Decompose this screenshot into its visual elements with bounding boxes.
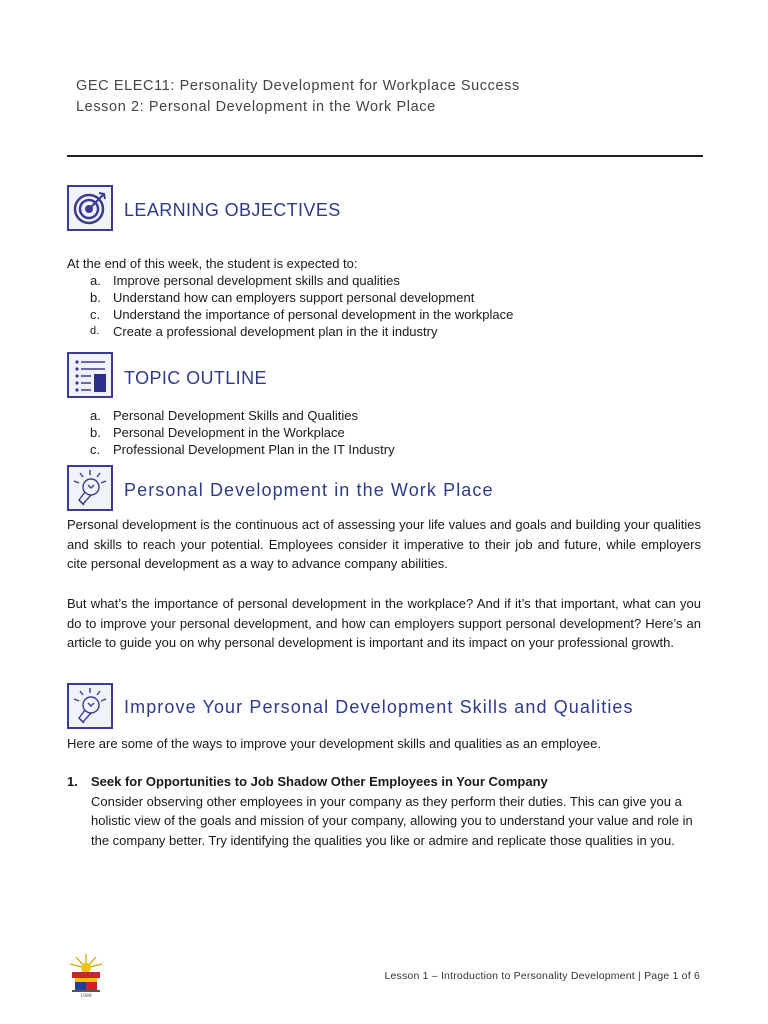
workplace-paragraph-1: Personal development is the continuous act of assessing your life values and goals and building your qualities and skills to reach your potential. Employees consider it imperative to their job and future, while employers cite personal development as a way to advance company abilities. <box>67 517 701 571</box>
list-item: d. Create a professional development plan in the it industry <box>90 324 438 339</box>
document-header <box>76 76 520 118</box>
list-item: a. Improve personal development skills and qualities <box>90 273 400 288</box>
list-item: b. Personal Development in the Workplace <box>90 425 345 440</box>
workplace-section-title: Personal Development in the Work Place <box>124 480 494 500</box>
lightbulb-icon <box>67 683 113 729</box>
item-heading: Seek for Opportunities to Job Shadow Other Employees in Your Company <box>91 774 548 789</box>
list-item: a. Personal Development Skills and Qualities <box>90 408 358 423</box>
lesson-title: Lesson 2: Personal Development in the Work Place <box>76 99 436 115</box>
topic-list <box>90 407 395 458</box>
outline-list-icon <box>67 352 113 398</box>
course-title: GEC ELEC11: Personality Development for Workplace Success <box>76 78 520 94</box>
learning-objectives-title: LEARNING OBJECTIVES <box>124 200 341 220</box>
page-footer: Lesson 1 – Introduction to Personality Development | Page 1 of 6 <box>384 970 700 982</box>
list-item <box>67 772 703 850</box>
svg-text:1988: 1988 <box>80 994 92 998</box>
topic-outline-title: TOPIC OUTLINE <box>124 368 267 388</box>
target-icon <box>67 185 113 231</box>
list-item: b. Understand how can employers support personal development <box>90 290 475 305</box>
item-number: 1. <box>67 774 78 789</box>
list-item: c. Understand the importance of personal development in the workplace <box>90 307 514 322</box>
workplace-paragraph-2: But what’s the importance of personal development in the workplace? And if it’s that important, what can you do to improve your personal development, and how can employers support personal development? Here’s an article to guide you on why personal development is important and its impact on your professional growth. <box>67 596 701 650</box>
list-item: c. Professional Development Plan in the IT Industry <box>90 442 395 457</box>
item-body: Consider observing other employees in your company as they perform their duties. This can give you a holistic view of the goals and mission of your company, allowing you to understand your value and role in the company better. Try identifying the qualities you like or admire and replicate those qualities in you. <box>91 793 693 848</box>
improve-intro: Here are some of the ways to improve your development skills and qualities as an employee. <box>67 736 601 751</box>
improve-section-title: Improve Your Personal Development Skills and Qualities <box>124 697 634 717</box>
objectives-intro: At the end of this week, the student is expected to: <box>67 256 358 271</box>
header-divider <box>67 155 703 157</box>
objectives-list <box>90 272 513 340</box>
school-seal-logo <box>66 952 106 998</box>
lightbulb-icon <box>67 465 113 511</box>
